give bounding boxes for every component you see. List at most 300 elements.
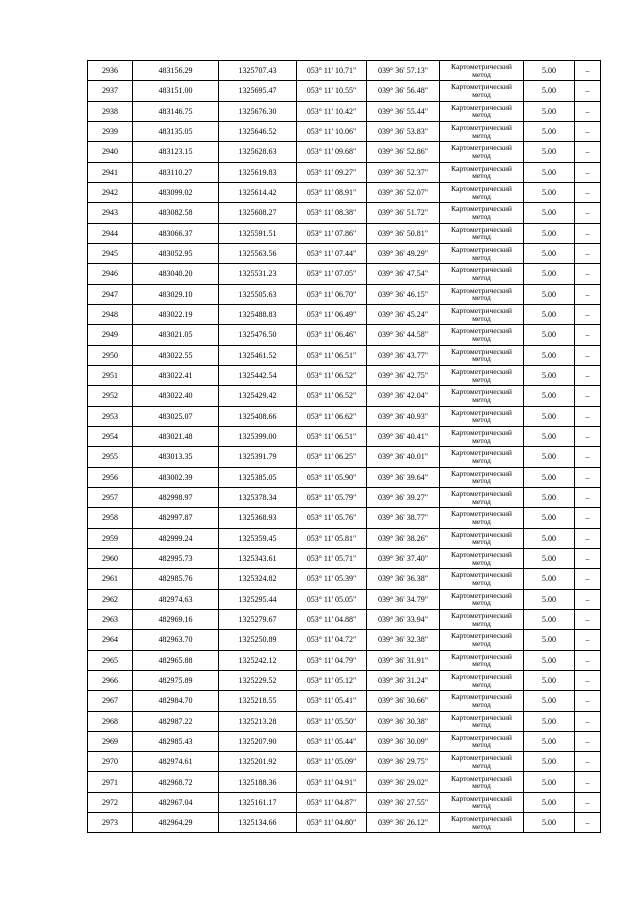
table-row — [88, 670, 601, 690]
y-coordinate-cell: 1325591.51 — [219, 223, 297, 243]
method-cell: Картометрический метод — [440, 162, 524, 182]
latitude-cell: 053° 11' 05.12" — [297, 670, 367, 690]
table-row — [88, 61, 601, 81]
latitude-cell: 053° 11' 10.55" — [297, 81, 367, 101]
x-coordinate-cell: 483021.48 — [133, 426, 219, 446]
table-row — [88, 630, 601, 650]
point-number-cell: 2958 — [88, 508, 133, 528]
table-row — [88, 304, 601, 324]
table-row — [88, 81, 601, 101]
note-cell: – — [575, 203, 601, 223]
table-row — [88, 548, 601, 568]
table-row — [88, 792, 601, 812]
note-cell: – — [575, 386, 601, 406]
y-coordinate-cell: 1325476.50 — [219, 325, 297, 345]
note-cell: – — [575, 650, 601, 670]
y-coordinate-cell: 1325628.63 — [219, 142, 297, 162]
point-number-cell: 2953 — [88, 406, 133, 426]
method-cell: Картометрический метод — [440, 691, 524, 711]
latitude-cell: 053° 11' 05.41" — [297, 691, 367, 711]
table-row — [88, 813, 601, 833]
y-coordinate-cell: 1325646.52 — [219, 121, 297, 141]
y-coordinate-cell: 1325385.05 — [219, 467, 297, 487]
note-cell: – — [575, 142, 601, 162]
table-row — [88, 487, 601, 507]
longitude-cell: 039° 36' 30.66" — [367, 691, 440, 711]
accuracy-cell: 5.00 — [524, 264, 575, 284]
point-number-cell: 2940 — [88, 142, 133, 162]
latitude-cell: 053° 11' 05.50" — [297, 711, 367, 731]
longitude-cell: 039° 36' 52.86" — [367, 142, 440, 162]
point-number-cell: 2961 — [88, 569, 133, 589]
accuracy-cell: 5.00 — [524, 650, 575, 670]
method-cell: Картометрический метод — [440, 304, 524, 324]
latitude-cell: 053° 11' 10.71" — [297, 61, 367, 81]
point-number-cell: 2949 — [88, 325, 133, 345]
y-coordinate-cell: 1325408.66 — [219, 406, 297, 426]
x-coordinate-cell: 482965.88 — [133, 650, 219, 670]
table-row — [88, 447, 601, 467]
y-coordinate-cell: 1325295.44 — [219, 589, 297, 609]
accuracy-cell: 5.00 — [524, 81, 575, 101]
x-coordinate-cell: 483156.29 — [133, 61, 219, 81]
note-cell: – — [575, 182, 601, 202]
longitude-cell: 039° 36' 45.24" — [367, 304, 440, 324]
longitude-cell: 039° 36' 51.72" — [367, 203, 440, 223]
latitude-cell: 053° 11' 05.44" — [297, 731, 367, 751]
table-row — [88, 569, 601, 589]
note-cell: – — [575, 406, 601, 426]
point-number-cell: 2956 — [88, 467, 133, 487]
y-coordinate-cell: 1325213.28 — [219, 711, 297, 731]
note-cell: – — [575, 264, 601, 284]
latitude-cell: 053° 11' 05.90" — [297, 467, 367, 487]
accuracy-cell: 5.00 — [524, 61, 575, 81]
y-coordinate-cell: 1325279.67 — [219, 609, 297, 629]
y-coordinate-cell: 1325563.56 — [219, 243, 297, 263]
longitude-cell: 039° 36' 29.02" — [367, 772, 440, 792]
accuracy-cell: 5.00 — [524, 569, 575, 589]
accuracy-cell: 5.00 — [524, 528, 575, 548]
note-cell: – — [575, 345, 601, 365]
accuracy-cell: 5.00 — [524, 203, 575, 223]
point-number-cell: 2943 — [88, 203, 133, 223]
method-cell: Картометрический метод — [440, 142, 524, 162]
table-row — [88, 101, 601, 121]
y-coordinate-cell: 1325134.66 — [219, 813, 297, 833]
method-cell: Картометрический метод — [440, 813, 524, 833]
accuracy-cell: 5.00 — [524, 284, 575, 304]
y-coordinate-cell: 1325391.79 — [219, 447, 297, 467]
x-coordinate-cell: 483052.95 — [133, 243, 219, 263]
longitude-cell: 039° 36' 38.77" — [367, 508, 440, 528]
longitude-cell: 039° 36' 52.07" — [367, 182, 440, 202]
x-coordinate-cell: 482995.73 — [133, 548, 219, 568]
accuracy-cell: 5.00 — [524, 243, 575, 263]
x-coordinate-cell: 483029.10 — [133, 284, 219, 304]
latitude-cell: 053° 11' 09.27" — [297, 162, 367, 182]
point-number-cell: 2944 — [88, 223, 133, 243]
latitude-cell: 053° 11' 09.68" — [297, 142, 367, 162]
table-row — [88, 365, 601, 385]
note-cell: – — [575, 630, 601, 650]
point-number-cell: 2960 — [88, 548, 133, 568]
accuracy-cell: 5.00 — [524, 691, 575, 711]
table-row — [88, 752, 601, 772]
x-coordinate-cell: 483066.37 — [133, 223, 219, 243]
longitude-cell: 039° 36' 47.54" — [367, 264, 440, 284]
accuracy-cell: 5.00 — [524, 162, 575, 182]
table-row — [88, 121, 601, 141]
point-number-cell: 2966 — [88, 670, 133, 690]
point-number-cell: 2968 — [88, 711, 133, 731]
x-coordinate-cell: 482974.61 — [133, 752, 219, 772]
table-row — [88, 223, 601, 243]
point-number-cell: 2954 — [88, 426, 133, 446]
latitude-cell: 053° 11' 05.05" — [297, 589, 367, 609]
accuracy-cell: 5.00 — [524, 223, 575, 243]
point-number-cell: 2952 — [88, 386, 133, 406]
note-cell: – — [575, 243, 601, 263]
x-coordinate-cell: 483082.58 — [133, 203, 219, 223]
point-number-cell: 2950 — [88, 345, 133, 365]
note-cell: – — [575, 304, 601, 324]
latitude-cell: 053° 11' 08.91" — [297, 182, 367, 202]
table-row — [88, 467, 601, 487]
table-row — [88, 243, 601, 263]
point-number-cell: 2967 — [88, 691, 133, 711]
note-cell: – — [575, 284, 601, 304]
x-coordinate-cell: 482997.87 — [133, 508, 219, 528]
table-row — [88, 691, 601, 711]
longitude-cell: 039° 36' 40.01" — [367, 447, 440, 467]
y-coordinate-cell: 1325368.93 — [219, 508, 297, 528]
table-row — [88, 528, 601, 548]
y-coordinate-cell: 1325324.82 — [219, 569, 297, 589]
note-cell: – — [575, 691, 601, 711]
y-coordinate-cell: 1325707.43 — [219, 61, 297, 81]
point-number-cell: 2969 — [88, 731, 133, 751]
table-row — [88, 508, 601, 528]
method-cell: Картометрический метод — [440, 630, 524, 650]
x-coordinate-cell: 482964.29 — [133, 813, 219, 833]
latitude-cell: 053° 11' 07.44" — [297, 243, 367, 263]
coordinates-table — [87, 60, 601, 833]
note-cell: – — [575, 772, 601, 792]
table-row — [88, 386, 601, 406]
accuracy-cell: 5.00 — [524, 548, 575, 568]
y-coordinate-cell: 1325429.42 — [219, 386, 297, 406]
note-cell: – — [575, 813, 601, 833]
point-number-cell: 2970 — [88, 752, 133, 772]
point-number-cell: 2946 — [88, 264, 133, 284]
point-number-cell: 2964 — [88, 630, 133, 650]
note-cell: – — [575, 752, 601, 772]
x-coordinate-cell: 482969.16 — [133, 609, 219, 629]
point-number-cell: 2965 — [88, 650, 133, 670]
accuracy-cell: 5.00 — [524, 731, 575, 751]
x-coordinate-cell: 483002.39 — [133, 467, 219, 487]
x-coordinate-cell: 483123.15 — [133, 142, 219, 162]
table-row — [88, 650, 601, 670]
longitude-cell: 039° 36' 42.75" — [367, 365, 440, 385]
accuracy-cell: 5.00 — [524, 508, 575, 528]
note-cell: – — [575, 548, 601, 568]
point-number-cell: 2962 — [88, 589, 133, 609]
latitude-cell: 053° 11' 06.62" — [297, 406, 367, 426]
longitude-cell: 039° 36' 30.09" — [367, 731, 440, 751]
accuracy-cell: 5.00 — [524, 752, 575, 772]
table-row — [88, 203, 601, 223]
point-number-cell: 2971 — [88, 772, 133, 792]
note-cell: – — [575, 81, 601, 101]
y-coordinate-cell: 1325505.63 — [219, 284, 297, 304]
longitude-cell: 039° 36' 30.38" — [367, 711, 440, 731]
method-cell: Картометрический метод — [440, 345, 524, 365]
point-number-cell: 2955 — [88, 447, 133, 467]
point-number-cell: 2942 — [88, 182, 133, 202]
method-cell: Картометрический метод — [440, 772, 524, 792]
x-coordinate-cell: 482985.76 — [133, 569, 219, 589]
accuracy-cell: 5.00 — [524, 609, 575, 629]
latitude-cell: 053° 11' 06.52" — [297, 386, 367, 406]
note-cell: – — [575, 528, 601, 548]
latitude-cell: 053° 11' 04.88" — [297, 609, 367, 629]
method-cell: Картометрический метод — [440, 447, 524, 467]
longitude-cell: 039° 36' 40.93" — [367, 406, 440, 426]
longitude-cell: 039° 36' 33.94" — [367, 609, 440, 629]
accuracy-cell: 5.00 — [524, 772, 575, 792]
x-coordinate-cell: 482963.70 — [133, 630, 219, 650]
y-coordinate-cell: 1325188.36 — [219, 772, 297, 792]
y-coordinate-cell: 1325695.47 — [219, 81, 297, 101]
longitude-cell: 039° 36' 44.58" — [367, 325, 440, 345]
x-coordinate-cell: 483022.55 — [133, 345, 219, 365]
method-cell: Картометрический метод — [440, 386, 524, 406]
latitude-cell: 053° 11' 06.25" — [297, 447, 367, 467]
longitude-cell: 039° 36' 31.24" — [367, 670, 440, 690]
latitude-cell: 053° 11' 10.42" — [297, 101, 367, 121]
accuracy-cell: 5.00 — [524, 630, 575, 650]
longitude-cell: 039° 36' 37.40" — [367, 548, 440, 568]
method-cell: Картометрический метод — [440, 731, 524, 751]
y-coordinate-cell: 1325531.23 — [219, 264, 297, 284]
method-cell: Картометрический метод — [440, 182, 524, 202]
method-cell: Картометрический метод — [440, 508, 524, 528]
y-coordinate-cell: 1325399.00 — [219, 426, 297, 446]
point-number-cell: 2937 — [88, 81, 133, 101]
note-cell: – — [575, 325, 601, 345]
y-coordinate-cell: 1325242.12 — [219, 650, 297, 670]
latitude-cell: 053° 11' 05.71" — [297, 548, 367, 568]
latitude-cell: 053° 11' 04.72" — [297, 630, 367, 650]
x-coordinate-cell: 482984.70 — [133, 691, 219, 711]
y-coordinate-cell: 1325488.83 — [219, 304, 297, 324]
point-number-cell: 2945 — [88, 243, 133, 263]
accuracy-cell: 5.00 — [524, 365, 575, 385]
accuracy-cell: 5.00 — [524, 345, 575, 365]
point-number-cell: 2972 — [88, 792, 133, 812]
longitude-cell: 039° 36' 29.75" — [367, 752, 440, 772]
longitude-cell: 039° 36' 55.44" — [367, 101, 440, 121]
method-cell: Картометрический метод — [440, 670, 524, 690]
y-coordinate-cell: 1325378.34 — [219, 487, 297, 507]
method-cell: Картометрический метод — [440, 650, 524, 670]
method-cell: Картометрический метод — [440, 589, 524, 609]
latitude-cell: 053° 11' 06.49" — [297, 304, 367, 324]
longitude-cell: 039° 36' 26.12" — [367, 813, 440, 833]
table-row — [88, 345, 601, 365]
method-cell: Картометрический метод — [440, 792, 524, 812]
latitude-cell: 053° 11' 05.79" — [297, 487, 367, 507]
y-coordinate-cell: 1325442.54 — [219, 365, 297, 385]
x-coordinate-cell: 483110.27 — [133, 162, 219, 182]
latitude-cell: 053° 11' 08.38" — [297, 203, 367, 223]
accuracy-cell: 5.00 — [524, 182, 575, 202]
table-row — [88, 772, 601, 792]
y-coordinate-cell: 1325201.92 — [219, 752, 297, 772]
method-cell: Картометрический метод — [440, 528, 524, 548]
method-cell: Картометрический метод — [440, 121, 524, 141]
note-cell: – — [575, 731, 601, 751]
note-cell: – — [575, 569, 601, 589]
x-coordinate-cell: 482985.43 — [133, 731, 219, 751]
point-number-cell: 2947 — [88, 284, 133, 304]
x-coordinate-cell: 483021.05 — [133, 325, 219, 345]
longitude-cell: 039° 36' 42.04" — [367, 386, 440, 406]
note-cell: – — [575, 670, 601, 690]
y-coordinate-cell: 1325218.55 — [219, 691, 297, 711]
x-coordinate-cell: 483146.75 — [133, 101, 219, 121]
x-coordinate-cell: 483013.35 — [133, 447, 219, 467]
method-cell: Картометрический метод — [440, 609, 524, 629]
accuracy-cell: 5.00 — [524, 386, 575, 406]
accuracy-cell: 5.00 — [524, 792, 575, 812]
latitude-cell: 053° 11' 04.87" — [297, 792, 367, 812]
x-coordinate-cell: 483151.00 — [133, 81, 219, 101]
note-cell: – — [575, 365, 601, 385]
x-coordinate-cell: 483040.20 — [133, 264, 219, 284]
y-coordinate-cell: 1325608.27 — [219, 203, 297, 223]
accuracy-cell: 5.00 — [524, 467, 575, 487]
method-cell: Картометрический метод — [440, 284, 524, 304]
y-coordinate-cell: 1325461.52 — [219, 345, 297, 365]
table-row — [88, 609, 601, 629]
note-cell: – — [575, 447, 601, 467]
x-coordinate-cell: 482968.72 — [133, 772, 219, 792]
y-coordinate-cell: 1325614.42 — [219, 182, 297, 202]
longitude-cell: 039° 36' 56.48" — [367, 81, 440, 101]
x-coordinate-cell: 482998.97 — [133, 487, 219, 507]
point-number-cell: 2938 — [88, 101, 133, 121]
longitude-cell: 039° 36' 49.29" — [367, 243, 440, 263]
accuracy-cell: 5.00 — [524, 406, 575, 426]
accuracy-cell: 5.00 — [524, 142, 575, 162]
method-cell: Картометрический метод — [440, 81, 524, 101]
table-row — [88, 711, 601, 731]
y-coordinate-cell: 1325619.83 — [219, 162, 297, 182]
accuracy-cell: 5.00 — [524, 711, 575, 731]
method-cell: Картометрический метод — [440, 223, 524, 243]
latitude-cell: 053° 11' 06.70" — [297, 284, 367, 304]
method-cell: Картометрический метод — [440, 101, 524, 121]
point-number-cell: 2959 — [88, 528, 133, 548]
y-coordinate-cell: 1325359.45 — [219, 528, 297, 548]
longitude-cell: 039° 36' 57.13" — [367, 61, 440, 81]
longitude-cell: 039° 36' 52.37" — [367, 162, 440, 182]
point-number-cell: 2963 — [88, 609, 133, 629]
point-number-cell: 2941 — [88, 162, 133, 182]
x-coordinate-cell: 483135.05 — [133, 121, 219, 141]
method-cell: Картометрический метод — [440, 487, 524, 507]
longitude-cell: 039° 36' 46.15" — [367, 284, 440, 304]
longitude-cell: 039° 36' 53.83" — [367, 121, 440, 141]
longitude-cell: 039° 36' 39.27" — [367, 487, 440, 507]
accuracy-cell: 5.00 — [524, 426, 575, 446]
method-cell: Картометрический метод — [440, 325, 524, 345]
point-number-cell: 2936 — [88, 61, 133, 81]
latitude-cell: 053° 11' 06.51" — [297, 426, 367, 446]
longitude-cell: 039° 36' 38.26" — [367, 528, 440, 548]
method-cell: Картометрический метод — [440, 426, 524, 446]
note-cell: – — [575, 61, 601, 81]
method-cell: Картометрический метод — [440, 569, 524, 589]
point-number-cell: 2951 — [88, 365, 133, 385]
latitude-cell: 053° 11' 07.86" — [297, 223, 367, 243]
table-row — [88, 426, 601, 446]
method-cell: Картометрический метод — [440, 711, 524, 731]
latitude-cell: 053° 11' 05.39" — [297, 569, 367, 589]
method-cell: Картометрический метод — [440, 203, 524, 223]
y-coordinate-cell: 1325676.30 — [219, 101, 297, 121]
x-coordinate-cell: 483025.07 — [133, 406, 219, 426]
point-number-cell: 2948 — [88, 304, 133, 324]
table-row — [88, 162, 601, 182]
table-row — [88, 182, 601, 202]
longitude-cell: 039° 36' 50.81" — [367, 223, 440, 243]
note-cell: – — [575, 223, 601, 243]
latitude-cell: 053° 11' 04.91" — [297, 772, 367, 792]
latitude-cell: 053° 11' 06.46" — [297, 325, 367, 345]
latitude-cell: 053° 11' 06.52" — [297, 365, 367, 385]
accuracy-cell: 5.00 — [524, 121, 575, 141]
x-coordinate-cell: 483099.02 — [133, 182, 219, 202]
latitude-cell: 053° 11' 05.81" — [297, 528, 367, 548]
method-cell: Картометрический метод — [440, 264, 524, 284]
note-cell: – — [575, 487, 601, 507]
method-cell: Картометрический метод — [440, 243, 524, 263]
y-coordinate-cell: 1325343.61 — [219, 548, 297, 568]
note-cell: – — [575, 711, 601, 731]
longitude-cell: 039° 36' 34.79" — [367, 589, 440, 609]
x-coordinate-cell: 482987.22 — [133, 711, 219, 731]
accuracy-cell: 5.00 — [524, 447, 575, 467]
accuracy-cell: 5.00 — [524, 670, 575, 690]
latitude-cell: 053° 11' 07.05" — [297, 264, 367, 284]
x-coordinate-cell: 483022.40 — [133, 386, 219, 406]
method-cell: Картометрический метод — [440, 548, 524, 568]
method-cell: Картометрический метод — [440, 365, 524, 385]
longitude-cell: 039° 36' 40.41" — [367, 426, 440, 446]
note-cell: – — [575, 792, 601, 812]
latitude-cell: 053° 11' 04.79" — [297, 650, 367, 670]
accuracy-cell: 5.00 — [524, 325, 575, 345]
point-number-cell: 2957 — [88, 487, 133, 507]
longitude-cell: 039° 36' 43.77" — [367, 345, 440, 365]
accuracy-cell: 5.00 — [524, 101, 575, 121]
accuracy-cell: 5.00 — [524, 487, 575, 507]
table-row — [88, 589, 601, 609]
